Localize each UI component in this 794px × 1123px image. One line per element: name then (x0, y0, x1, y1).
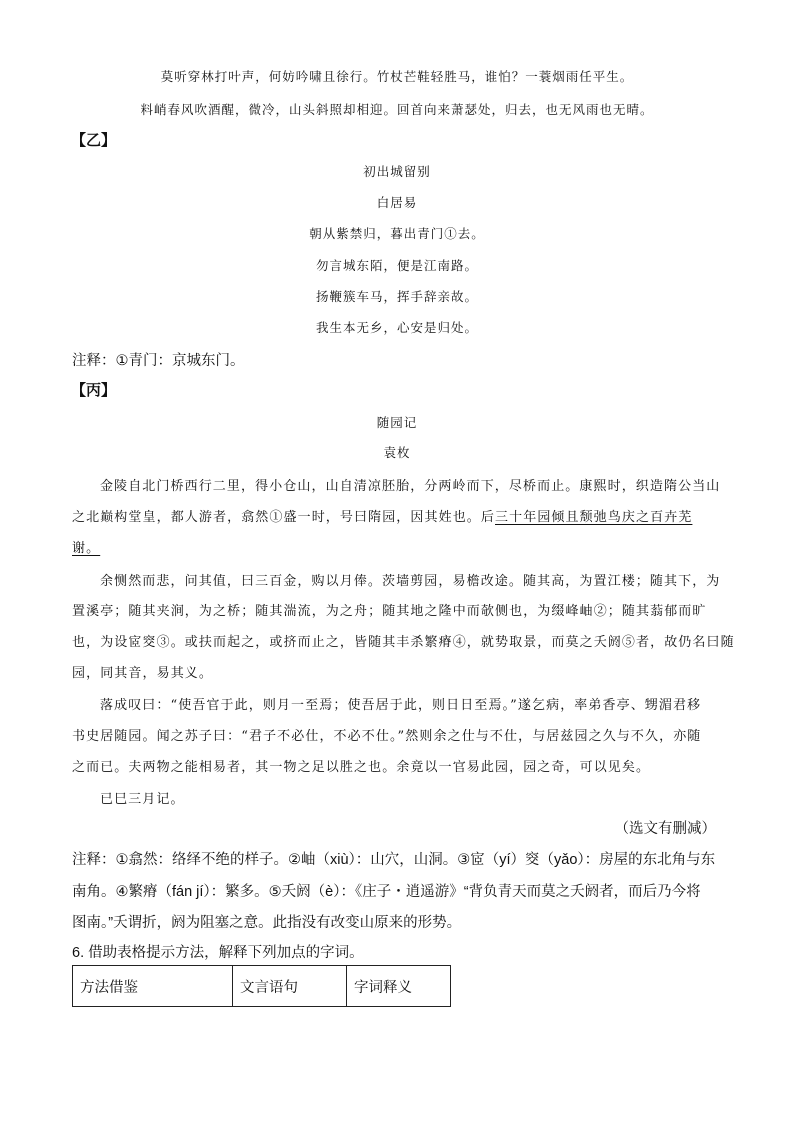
essay-line: 谢。 (72, 541, 101, 556)
essay-line: 落成叹曰：“使吾官于此，则月一至焉；使吾居于此，则日日至焉。”遂乞病，率弟香亭、甥湄君移 (100, 698, 702, 713)
jia-poem-line-2: 料峭春风吹酒醒，微冷，山头斜照却相迎。回首向来萧瑟处，归去，也无风雨也无晴。 (140, 102, 654, 117)
essay-line: 置溪亭；随其夹涧，为之桥；随其湍流，为之舟；随其地之隆中而欹侧也，为缀峰岫②；随其蓊郁而旷 (72, 604, 707, 619)
section-label-bing: 【丙】 (71, 382, 117, 399)
underlined-phrase: 三十年园倾且颓弛鸟庆之百卉芜 (495, 510, 693, 525)
table-header-cell: 文言语句 (233, 966, 347, 1007)
essay-line: 余恻然而悲，问其值，曰三百金，购以月俸。茨墙剪园，易檐改途。随其高，为置江楼；随其下，为 (100, 574, 721, 589)
method-table (72, 965, 451, 1007)
essay-line: 之北巅构堂皇，都人游者，翕然①盛一时，号曰隋园，因其姓也。后三十年园倾且颓弛鸟庆之百卉芜 (72, 510, 693, 525)
source-note: （选文有删减） (614, 821, 716, 837)
essay-line: 之而已。夫两物之能相易者，其一物之足以胜之也。余竟以一官易此园，园之奇，可以见矣。 (72, 760, 651, 775)
yi-poem-title: 初出城留别 (363, 164, 431, 179)
bing-annotation-line: 注释：①翕然：络绎不绝的样子。②岫（xiù）：山穴，山洞。③宧（yí）窔（yǎo）：房屋的东北角与东 (72, 852, 716, 868)
bing-essay-author: 袁枚 (383, 445, 411, 460)
essay-date-line: 已巳三月记。 (100, 792, 185, 807)
essay-line: 书史居随园。闻之苏子曰：“君子不必仕，不必不仕。”然则余之仕与不仕，与居兹园之久与不久，亦随 (72, 729, 702, 744)
question-6-prompt: 6. 借助表格提示方法，解释下列加点的字词。 (72, 945, 364, 961)
yi-poem-author: 白居易 (376, 195, 418, 210)
table-header-cell: 方法借鉴 (73, 966, 233, 1007)
bing-annotation-line: 图南。”夭谓折，阏为阻塞之意。此指没有改变山原来的形势。 (72, 915, 462, 931)
essay-line: 也，为设宧窔③。或扶而起之，或挤而止之，皆随其丰杀繁瘠④，就势取景，而莫之夭阏⑤者，故仍名曰随 (72, 635, 735, 650)
jia-poem-line-1: 莫听穿林打叶声，何妨吟啸且徐行。竹杖芒鞋轻胜马，谁怕？一蓑烟雨任平生。 (160, 69, 634, 84)
bing-essay-title: 随园记 (376, 415, 418, 430)
table-header-row (73, 966, 451, 1007)
yi-poem-line: 勿言城东陌，便是江南路。 (315, 258, 478, 273)
essay-line: 金陵自北门桥西行二里，得小仓山，山自清凉胚胎，分两岭而下，尽桥而止。康熙时，织造隋公当山 (100, 479, 721, 494)
bing-annotation-line: 南角。④繁瘠（fán jí）：繁多。⑤夭阏（è）：《庄子・逍遥游》“背负青天而莫之夭阏者，而后乃今将 (72, 884, 701, 900)
yi-poem-line: 朝从紫禁归，暮出青门①去。 (309, 226, 485, 241)
section-label-yi: 【乙】 (71, 132, 117, 149)
yi-poem-line: 扬鞭簇车马，挥手辞亲故。 (315, 289, 478, 304)
yi-poem-line: 我生本无乡，心安是归处。 (315, 320, 478, 335)
table-header-cell: 字词释义 (347, 966, 451, 1007)
essay-line: 园，同其音，易其义。 (72, 666, 214, 681)
yi-annotation: 注释：①青门：京城东门。 (72, 353, 245, 369)
